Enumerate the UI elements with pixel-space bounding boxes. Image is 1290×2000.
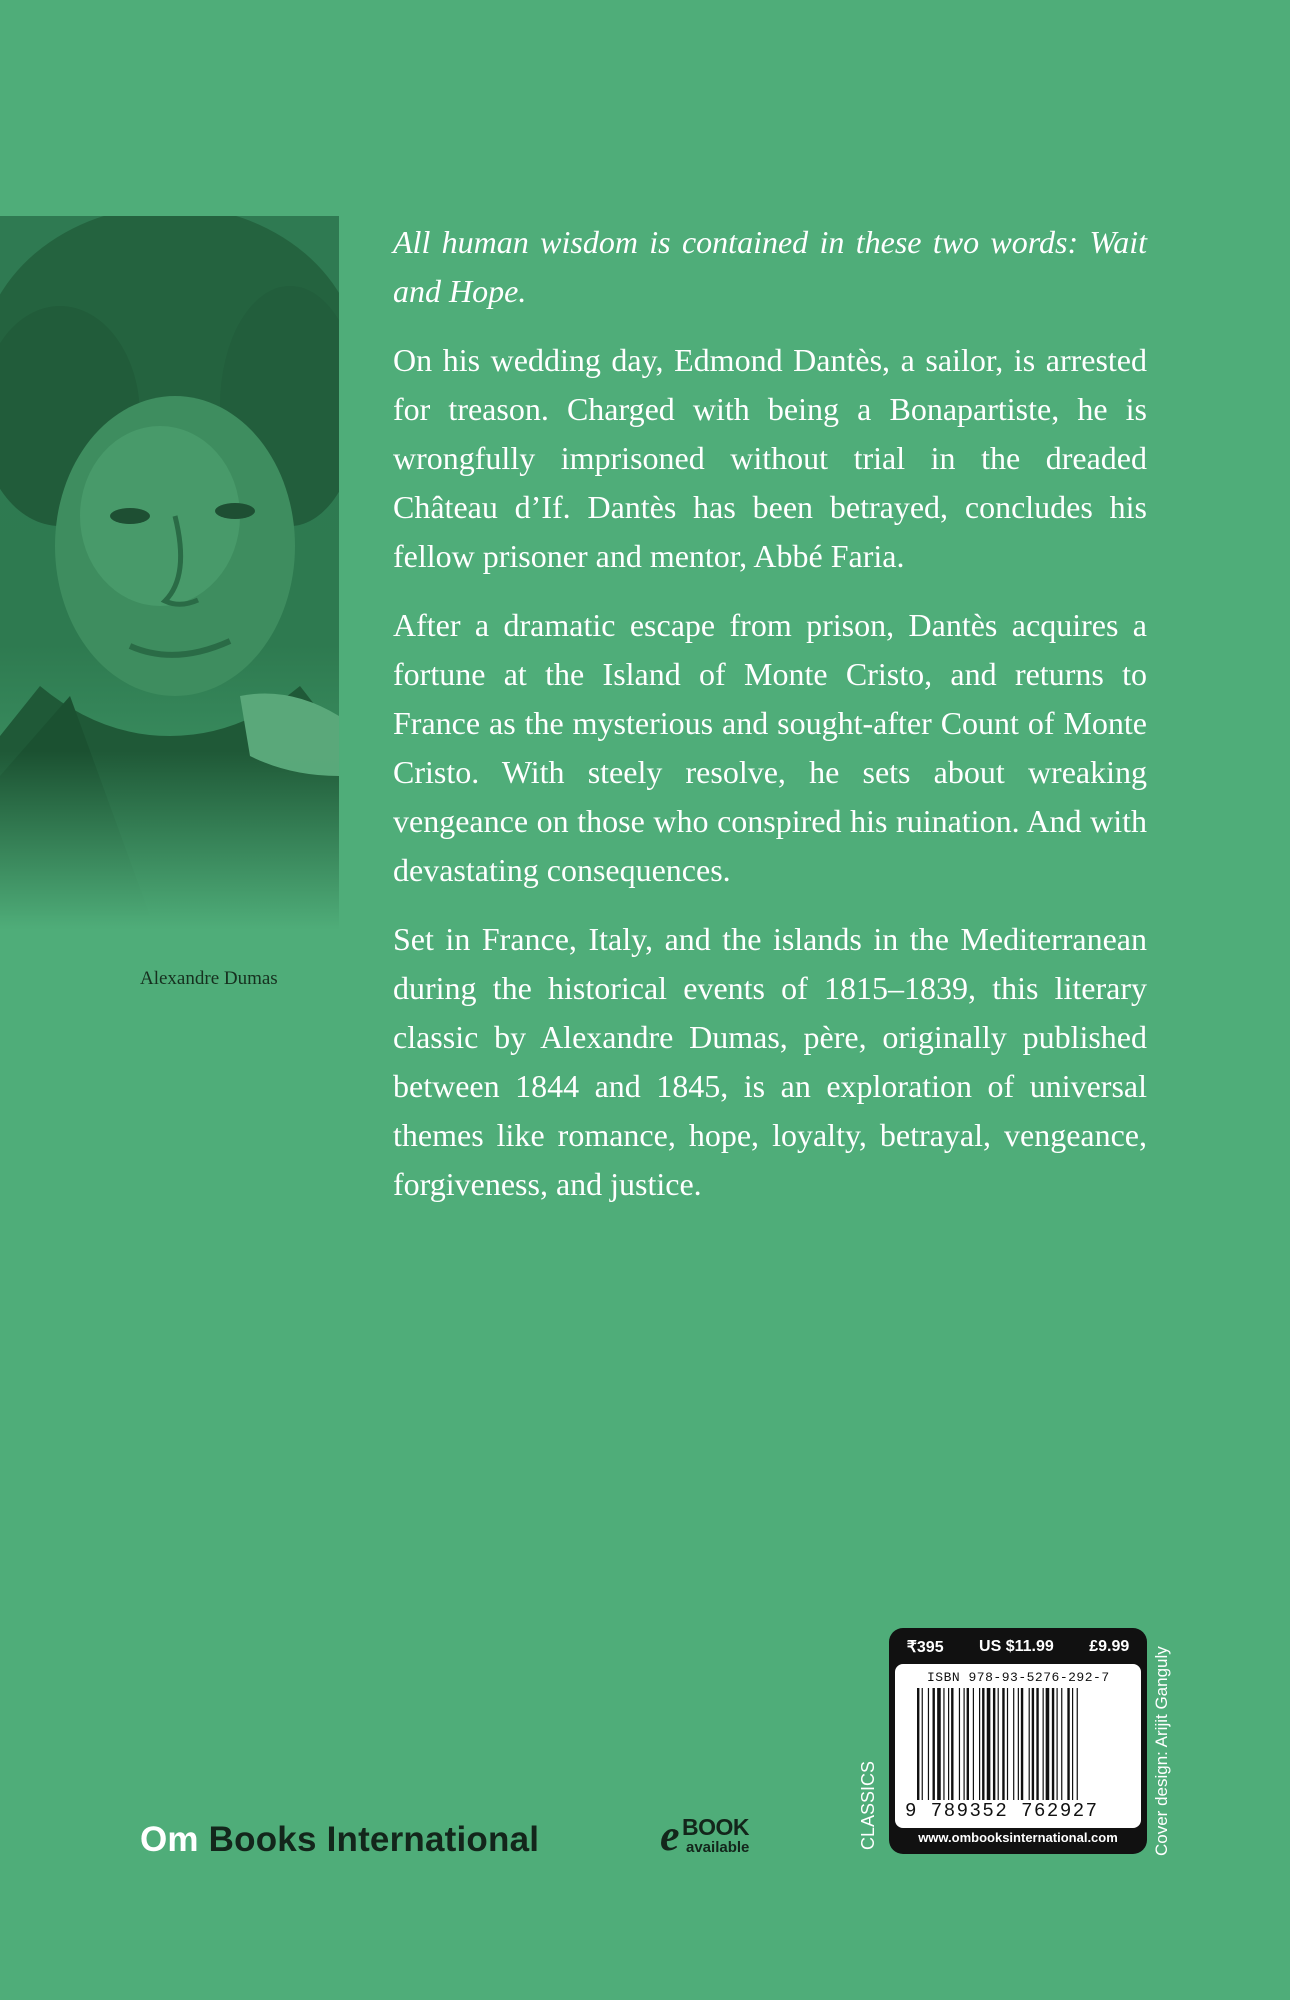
barcode-bar	[1002, 1688, 1004, 1800]
barcode-bar	[1046, 1688, 1050, 1800]
blurb-paragraph: On his wedding day, Edmond Dantès, a sailor, is arrested for treason. Charged with being a Bonapartiste, he is wrongfully imprisoned without trial in the dreaded Château d’If. Dantès has been betrayed, concludes his fellow prisoner and mentor, Abbé Faria.	[393, 342, 1147, 574]
price-inr: ₹395	[906, 1639, 944, 1656]
barcode-bar	[967, 1688, 969, 1800]
barcode-bar	[1032, 1688, 1034, 1800]
ebook-e: e	[660, 1811, 680, 1860]
isbn-text: ISBN 978-93-5276-292-7	[927, 1670, 1110, 1685]
barcode-bar	[933, 1688, 935, 1800]
barcode-bar	[1043, 1688, 1044, 1800]
barcode-icon	[917, 1688, 1127, 1800]
back-cover-blurb	[393, 218, 1147, 1229]
author-portrait	[0, 216, 339, 930]
publisher-om: Om	[140, 1820, 199, 1859]
barcode-bar	[922, 1688, 923, 1800]
barcode-bar	[1021, 1688, 1023, 1800]
barcode-bar	[964, 1688, 965, 1800]
barcode-bar	[943, 1688, 944, 1800]
epigraph-quote: All human wisdom is contained in these two words: Wait and Hope.	[393, 224, 1147, 309]
blurb-paragraph: Set in France, Italy, and the islands in the Mediterranean during the historical events of 1815–1839, this literary classic by Alexandre Dumas, père, originally published between 1844 and 1845, is an exploration of universal themes like romance, hope, loyalty, betrayal, vengeance, forgiveness, and justice.	[393, 921, 1147, 1202]
barcode-bar	[1057, 1688, 1058, 1800]
barcode-bar	[937, 1688, 941, 1800]
barcode-bar	[1052, 1688, 1054, 1800]
barcode-label	[895, 1664, 1141, 1828]
barcode-bar	[1036, 1688, 1038, 1800]
barcode-bar	[951, 1688, 953, 1800]
barcode-bar	[973, 1688, 974, 1800]
barcode-number: 9 789352 762927	[905, 1800, 1099, 1822]
barcode-bar	[959, 1688, 960, 1800]
barcode-bar	[987, 1688, 991, 1800]
publisher-name: Books International	[198, 1820, 540, 1859]
barcode-bar	[1061, 1688, 1062, 1800]
barcode-bar	[1077, 1688, 1078, 1800]
barcode-bar	[1072, 1688, 1073, 1800]
ebook-book: BOOK	[682, 1814, 749, 1840]
barcode-bar	[948, 1688, 949, 1800]
barcode-bar	[1029, 1688, 1030, 1800]
price-gbp: £9.99	[1089, 1638, 1130, 1655]
publisher-url: www.ombooksinternational.com	[918, 1830, 1118, 1845]
portrait-illustration	[0, 216, 339, 930]
price-list	[889, 1632, 1147, 1662]
barcode-bar	[998, 1688, 999, 1800]
barcode-bar	[1067, 1688, 1069, 1800]
category-label: CLASSICS	[858, 1760, 878, 1850]
cover-design-credit: Cover design: Arijit Ganguly	[1152, 1646, 1171, 1856]
portrait-caption: Alexandre Dumas	[140, 968, 278, 989]
barcode-bar	[1007, 1688, 1008, 1800]
barcode-panel	[889, 1628, 1147, 1854]
barcode-bar	[982, 1688, 984, 1800]
barcode-bar	[993, 1688, 995, 1800]
ebook-available: available	[686, 1839, 750, 1856]
ebook-available-logo	[660, 1812, 752, 1862]
barcode-bar	[1013, 1688, 1014, 1800]
barcode-bar	[979, 1688, 980, 1800]
barcode-bar	[928, 1688, 929, 1800]
barcode-bar	[917, 1688, 919, 1800]
barcode-bar	[1018, 1688, 1019, 1800]
price-usd: US $11.99	[979, 1638, 1054, 1655]
publisher-logo	[140, 1820, 539, 1860]
blurb-paragraph: After a dramatic escape from prison, Dantès acquires a fortune at the Island of Monte Cristo, and returns to France as the mysterious and sought-after Count of Monte Cristo. With steely resolve, he sets about wreaking vengeance on those who conspired his ruination. And with devastating consequences.	[393, 607, 1147, 888]
